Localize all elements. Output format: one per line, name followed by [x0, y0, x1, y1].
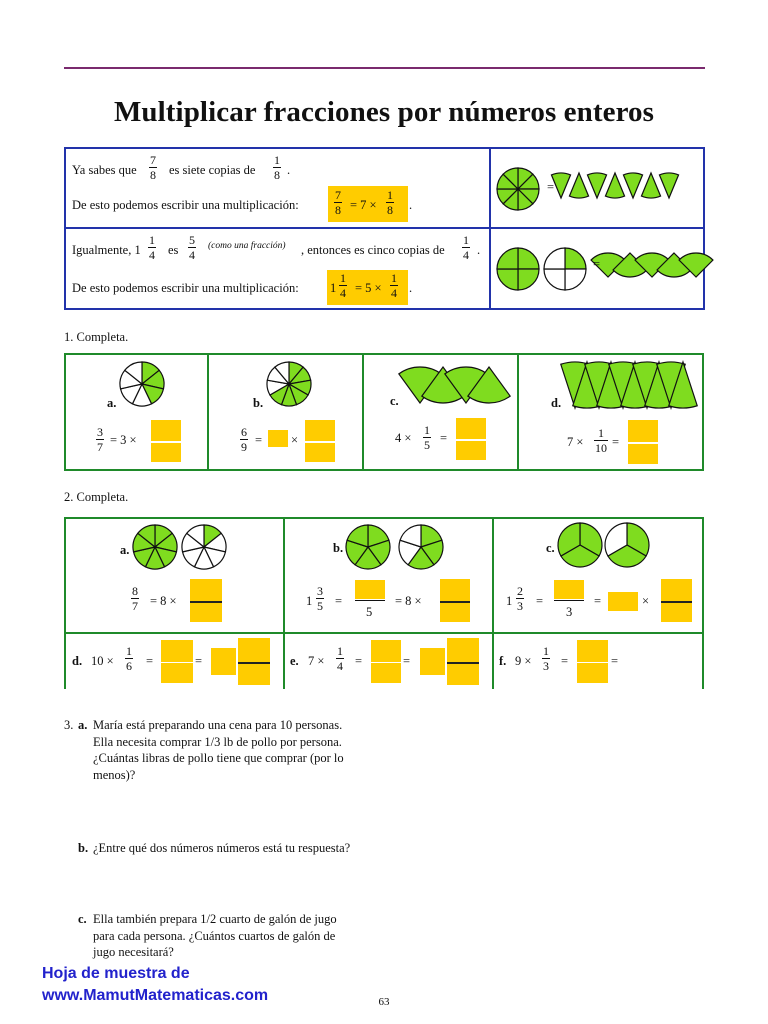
pie-icon: [544, 248, 586, 290]
pie-icon: [497, 168, 539, 210]
top-rule: [64, 67, 705, 69]
intro-text: Igualmente, 1: [72, 243, 141, 257]
section-heading: 2. Completa.: [64, 490, 129, 504]
answer-box[interactable]: [190, 579, 222, 622]
intro-text: De esto podemos escribir una multiplicación:: [72, 198, 299, 212]
intro-text: De esto podemos escribir una multiplicación:: [72, 281, 299, 295]
answer-box[interactable]: [554, 580, 584, 599]
fraction: $\frac{1}{4}$: [340, 271, 346, 300]
answer-box[interactable]: [151, 420, 181, 462]
answer-box[interactable]: [355, 580, 385, 599]
answer-box[interactable]: [161, 640, 193, 683]
answer-box[interactable]: [211, 648, 236, 675]
intro-pictures-row2: [496, 247, 696, 297]
note-text: (como una fracción): [208, 241, 286, 251]
answer-box[interactable]: [440, 579, 470, 622]
question-a: María está preparando una cena para 10 personas. Ella necesita comprar 1/3 lb de pollo por persona. ¿Cuántas libras de pollo tiene que comprar (por lo menos)?: [93, 718, 344, 782]
intro-text: es siete copias de: [169, 163, 256, 177]
answer-box[interactable]: [371, 640, 401, 683]
wedge-icon: [551, 173, 678, 198]
wedge-icon: [400, 364, 510, 409]
wedge-icon: [591, 253, 713, 277]
answer-box[interactable]: [577, 640, 608, 683]
answer-box[interactable]: [456, 418, 486, 460]
intro-pictures-row1: [496, 167, 696, 217]
fraction: $\frac{1}{4}$: [149, 233, 155, 262]
pie-icon: [497, 248, 539, 290]
fraction: $\frac{1}{4}$: [391, 271, 397, 300]
fraction: $\frac{1}{8}$: [274, 153, 280, 182]
intro-table: Ya sabes que $\frac{7}{8}$ es siete copias de $\frac{1}{8}$ . De esto podemos escribir una multiplicación: $\frac{7}{8}$ = 7 × $\frac{1}{8}$ . Igualmente, 1 $\frac{1}{4}$ es $\frac{5}{4}$ (como una fracción) , entonces es cinco copias de $\frac{1}{4}$ . De esto podemos escribir una multiplicación: 1 $\frac{1}{4}$ = 5 × $\frac{1}{4}$ . = =: [64, 147, 705, 310]
fraction: $\frac{1}{8}$: [387, 188, 393, 217]
answer-box[interactable]: [238, 638, 270, 685]
intro-text: Ya sabes que: [72, 163, 137, 177]
footer-watermark: Hoja de muestra de www.MamutMatematicas.com: [42, 965, 269, 1004]
pie-pair-icon: [558, 523, 658, 573]
page-title: Multiplicar fracciones por números enteros: [113, 96, 655, 128]
fraction: $\frac{5}{4}$: [189, 233, 195, 262]
question-c: Ella también prepara 1/2 cuarto de galón de jugo para cada persona. ¿Cuántos cuartos de galón de jugo necesitará?: [93, 912, 337, 959]
fraction: $\frac{7}{8}$: [150, 153, 156, 182]
answer-box[interactable]: [628, 420, 658, 464]
section-heading: 1. Completa.: [64, 330, 129, 344]
pie-pair-icon: [346, 525, 446, 575]
answer-box[interactable]: [661, 579, 692, 622]
fraction: $\frac{7}{8}$: [335, 188, 341, 217]
answer-box[interactable]: [268, 430, 288, 447]
question-b: ¿Entre qué dos números números está tu respuesta?: [93, 841, 351, 855]
answer-box[interactable]: [420, 648, 445, 675]
page-number: 63: [378, 996, 390, 1008]
pie-icon: [267, 362, 317, 412]
answer-box[interactable]: [305, 420, 335, 462]
answer-box[interactable]: [447, 638, 479, 685]
wedge-icon: [560, 360, 680, 410]
pie-icon: [120, 362, 170, 412]
answer-box[interactable]: [608, 592, 638, 611]
fraction: $\frac{1}{4}$: [463, 233, 469, 262]
pie-pair-icon: [133, 525, 233, 575]
